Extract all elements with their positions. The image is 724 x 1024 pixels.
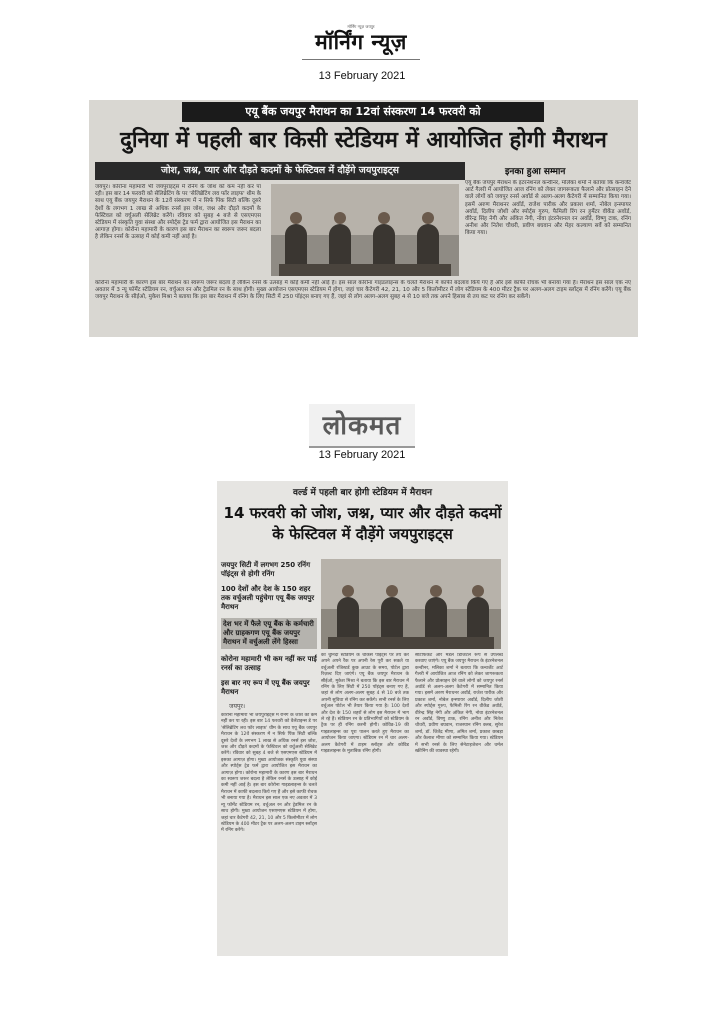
article-body-middle: को चुनिंदा स्टेडियम के चौकस पॉइंट्स पर तय कर अपने अपने रैंक पर अपनी रेस पूरी कर सकते या वर्चुअली रजिस्टर्ड कुछ आउट के समय, पोर्टल द्वारा रिज़ल्ट दिए जाएंगे। एयू बैंक जयपुर मैराथन के सीईओ, मुकेश मिश्रा ने बताया कि इस बार मैराथन में रनिंग के लिए सिटी में 250 पॉइंट्स बनाए गए हैं, जहां से लोग अलग-अलग सुबह 4 से 10 बजे तक अपनी सुविधा से रनिंग कर सकेंगे। सभी रनर्स के लिए वर्चुअल पोर्टल भी तैयार किया गया है। 100 देशों और देश के 150 शहरों से लोग इस मैराथन में भाग ले रहे हैं। स्टेडियम रन के प्रतिभागियों को स्टेडियम के ट्रैक पर ही रनिंग करनी होगी। कोविड-19 की गाइडलाइन्स का पूरा पालन करते हुए मैराथन का आयोजन किया जाएगा। स्टेडियम रन में चार अलग-अलग कैटेगरी में टाइम स्लॉट्स और कोविड गाइडलाइन्स के मुताबिक रनिंग होगी।: [321, 653, 409, 755]
date-label-2: 13 February 2021: [318, 449, 406, 461]
highlight-item: जयपुर सिटी में लगभग 250 रनिंग पॉइंट्स से होगी रनिंग: [221, 561, 311, 578]
sidebar-title: इनका हुआ सम्मान: [505, 167, 566, 177]
article-column-3: कोरोना महामारी के कारण इस बार मैराथन का स्वरूप जरूर बदला है लेकिन रनर्स के उत्साह में कोई कमी नहीं आई है। इस साल कोरोना गाइडलाइन्स के चलते मैराथन में काफी बदलाव किये गए हैं और इसे काफी रोचक भी बनाया गया है। मैराथन इस साल एक नए अवतार में 3 न्यू फॉर्मेट स्टेडियम रन, वर्चुअल रन और ट्रेडमिल रन के साथ होगी। मुख्य आयोजन एसएमएस स्टेडियम में होगा, जहां चार कैटेगरी 42, 21, 10 और 5 किलोमीटर में लोग स्टेडियम के 400 मीटर ट्रैक पर अलग-अलग टाइम स्लॉट्स में रनिंग करेंगे। एयू बैंक जयपुर मैराथन के सीईओ, मुकेश मिश्रा ने बताया कि इस बार मैराथन में रनिंग के लिए सिटी में 250 पॉइंट्स बनाए गए हैं, जहां से लोग अलग-अलग सुबह 4 से 10 बजे तक अपने हिसाब से तय कट पर रनिंग कर सकेंगे।: [95, 280, 631, 301]
masthead-tagline: मॉर्निंग न्यूज़ जयपुर: [347, 24, 375, 29]
event-photo: [271, 184, 459, 276]
highlight-item: इस बार नए रूप में एयू बैंक जयपुर मैराथन: [221, 679, 310, 696]
article-body-right: [415, 653, 503, 951]
highlights-column: [221, 561, 317, 951]
masthead-morning-news: [290, 24, 432, 70]
date-label-1: 13 February 2021: [318, 70, 406, 82]
clipping-subheadline: जोश, जश्न, प्यार और दौड़ते कदमों के फेस्टिवल में दौड़ेंगे जयपुराइट्स: [95, 162, 465, 180]
masthead-title: मॉर्निंग न्यूज़: [315, 29, 407, 54]
event-photo: [321, 559, 501, 649]
masthead-rule: [302, 59, 420, 60]
clipping-kicker: वर्ल्ड में पहली बार होगी स्टेडियम में मैराथन: [293, 488, 432, 498]
clipping-banner: एयू बैंक जयपुर मैराथन का 12वां संस्करण 14 फरवरी को: [182, 102, 544, 122]
article-column-1: जयपुर। कोरोना महामारी भी जयपुराइट्स में रनिंग के जोश को कम नहीं कर पा रही। इस बार 14 फरवरी को सेलिब्रेटिंग के पर 'सेलिब्रेटिंग लव फॉर लाइफ' थीम के साथ एयू बैंक जयपुर मैराथन के 12वें संस्करण में न सिर्फ पिंक सिटी बल्कि दूसरे देशों के लगभग 1 लाख से अधिक रनर्स इस जोश, जश्न और दौड़ते कदमों के फेस्टिवल को वर्चुअली सेलिब्रेट करेंगे। रविवार को सुबह 4 बजे से एसएमएस स्टेडियम में संस्कृति युवा संस्था और स्पोर्ट्स ट्रेड फर्म द्वारा आयोजित इस मैराथन का आगाज़ होगा। कोरोना महामारी के कारण इस बार मैराथन का स्वरूप जरूर बदला है लेकिन रनर्स के उत्साह में कोई कमी नहीं आई है।: [95, 184, 261, 241]
highlight-item: देश भर में फैले एयू बैंक के कर्मचारी और ग्राहकगण एयू बैंक जयपुर मैराथन में वर्चुअली लेंगे हिस्सा: [221, 618, 317, 649]
article-column-2: एयू बैंक जयपुर मैराथन के इंटरनेशनल कन्वीनर, मलिका शर्मा ने बताया कि कन्वर्जेंट आर्ट गैलरी में आयोजित आज रनिंग को लेकर जागरूकता फैलाने और प्रोत्साहन देने वाले लोगों को जयपुर रनर्स अवॉर्ड से अलग-अलग कैटेगरी में सम्मानित किया गया। इसमें अरुण मैराथनर अवॉर्ड, राजेश पारीक और प्रकाश शर्मा, नोबेल इन्स्पायर अवॉर्ड, दिलीप जोशी और स्पोर्ट्स गुरुप, फैमिली रिंग रन हुर्मेटर वीकेंड अवॉर्ड, वीरेन्द्र सिंह नेगी और अंकित नेगी, नोवा इंटरनेशनल रन अवॉर्ड, विष्णु टाक, रनिंग अनीश और नितेश चौधरी, प्रवीण बघवान और मेहर कल्याण सर्वे को सम्मानित किया गया।: [465, 180, 631, 237]
news-clipping-1: [89, 100, 638, 337]
article-body-right-text: सर्टिफिकेट और मेडल डिजिटल रूप से उपलब्ध करवाए जाएंगे। एयू बैंक जयपुर मैराथन के इंटरनेशनल कन्वीनर, मलिका शर्मा ने बताया कि कन्वर्जेंट आर्ट गैलरी में आयोजित आज रनिंग को लेकर जागरूकता फैलाने और प्रोत्साहन देने वाले लोगों को जयपुर रनर्स अवॉर्ड से अलग-अलग कैटेगरी में सम्मानित किया गया। इसमें अरुण मैराथनर अवॉर्ड, राजेश पारीक और प्रकाश शर्मा, नोबेल इन्स्पायर अवॉर्ड, दिलीप जोशी और स्पोर्ट्स गुरुप, फैमिली रिंग रन वीकेंड अवॉर्ड, वीरेन्द्र सिंह नेगी और अंकित नेगी, नोवा इंटरनेशनल रन अवॉर्ड, विष्णु टाक, रनिंग अनीश और नितेश चौधरी, प्रवीण बघवान, राजस्थान रनिंग क्लब, सुरेश शर्मा, डॉ. जितेंद्र मीणा, अमित शर्मा, प्रकाश छाबड़ा और कैलाश मीणा को सम्मानित किया गया। स्टेडियम में सभी रनर्स के लिए सेनेटाइजेशन और थर्मल स्क्रीनिंग की व्यवस्था रहेगी।: [415, 653, 503, 755]
highlight-item: 100 देशों और देश के 150 शहर तक वर्चुअली पहुंचेगा एयू बैंक जयपुर मैराथन: [221, 585, 315, 611]
masthead-lokmat: [309, 404, 415, 448]
masthead-title: लोकमत: [322, 411, 402, 441]
clipping-headline: 14 फरवरी को जोश, जश्न, प्यार और दौड़ते कदमों के फेस्टिवल में दौड़ेंगे जयपुराइट्स: [223, 504, 502, 543]
article-body-left: कोरोना महामारी भी जयपुराइट्स में रनिंग के जोश को कम नहीं कर पा रही। इस बार 14 फरवरी को वैलेंटाइन्स डे पर 'सेलिब्रेटिंग लव फॉर लाइफ' थीम के साथ एयू बैंक जयपुर मैराथन के 12वें संस्करण में न सिर्फ पिंक सिटी बल्कि दूसरे देशों के लगभग 1 लाख से अधिक रनर्स इस जोश, जश्न और दौड़ते कदमों के फेस्टिवल को वर्चुअली सेलिब्रेट करेंगे। रविवार को सुबह 4 बजे से एसएमएस स्टेडियम में इसका आगाज़ होगा। मुख्य आयोजक संस्कृति युवा संस्था और स्पोर्ट्स ट्रेड फर्म द्वारा आयोजित इस मैराथन का आगाज़ होगा। कोरोना महामारी के कारण इस बार मैराथन का स्वरूप जरूर बदला है लेकिन रनर्स के उत्साह में कोई कमी नहीं आई है। इस बार कोरोना गाइडलाइन्स के चलते मैराथन में काफी बदलाव किये गए हैं और इसे काफी रोचक भी बनाया गया है। मैराथन इस साल एक नए अवतार में 3 न्यू फॉर्मेट स्टेडियम रन, वर्चुअल रन और ट्रेडमिल रन के साथ होगी। मुख्य आयोजन एसएमएस स्टेडियम में होगा, जहां चार कैटेगरी 42, 21, 10 और 5 किलोमीटर में लोग स्टेडियम के 400 मीटर ट्रैक पर अलग-अलग टाइम स्लॉट्स में रनिंग करेंगे।: [221, 713, 317, 834]
highlight-item: कोरोना महामारी भी कम नहीं कर पाई रनर्स का उत्साह: [221, 655, 317, 672]
news-clipping-2: [217, 481, 508, 956]
byline: जयपुर।: [229, 703, 246, 710]
clipping-headline: दुनिया में पहली बार किसी स्टेडियम में आयोजित होगी मैराथन: [120, 128, 607, 153]
